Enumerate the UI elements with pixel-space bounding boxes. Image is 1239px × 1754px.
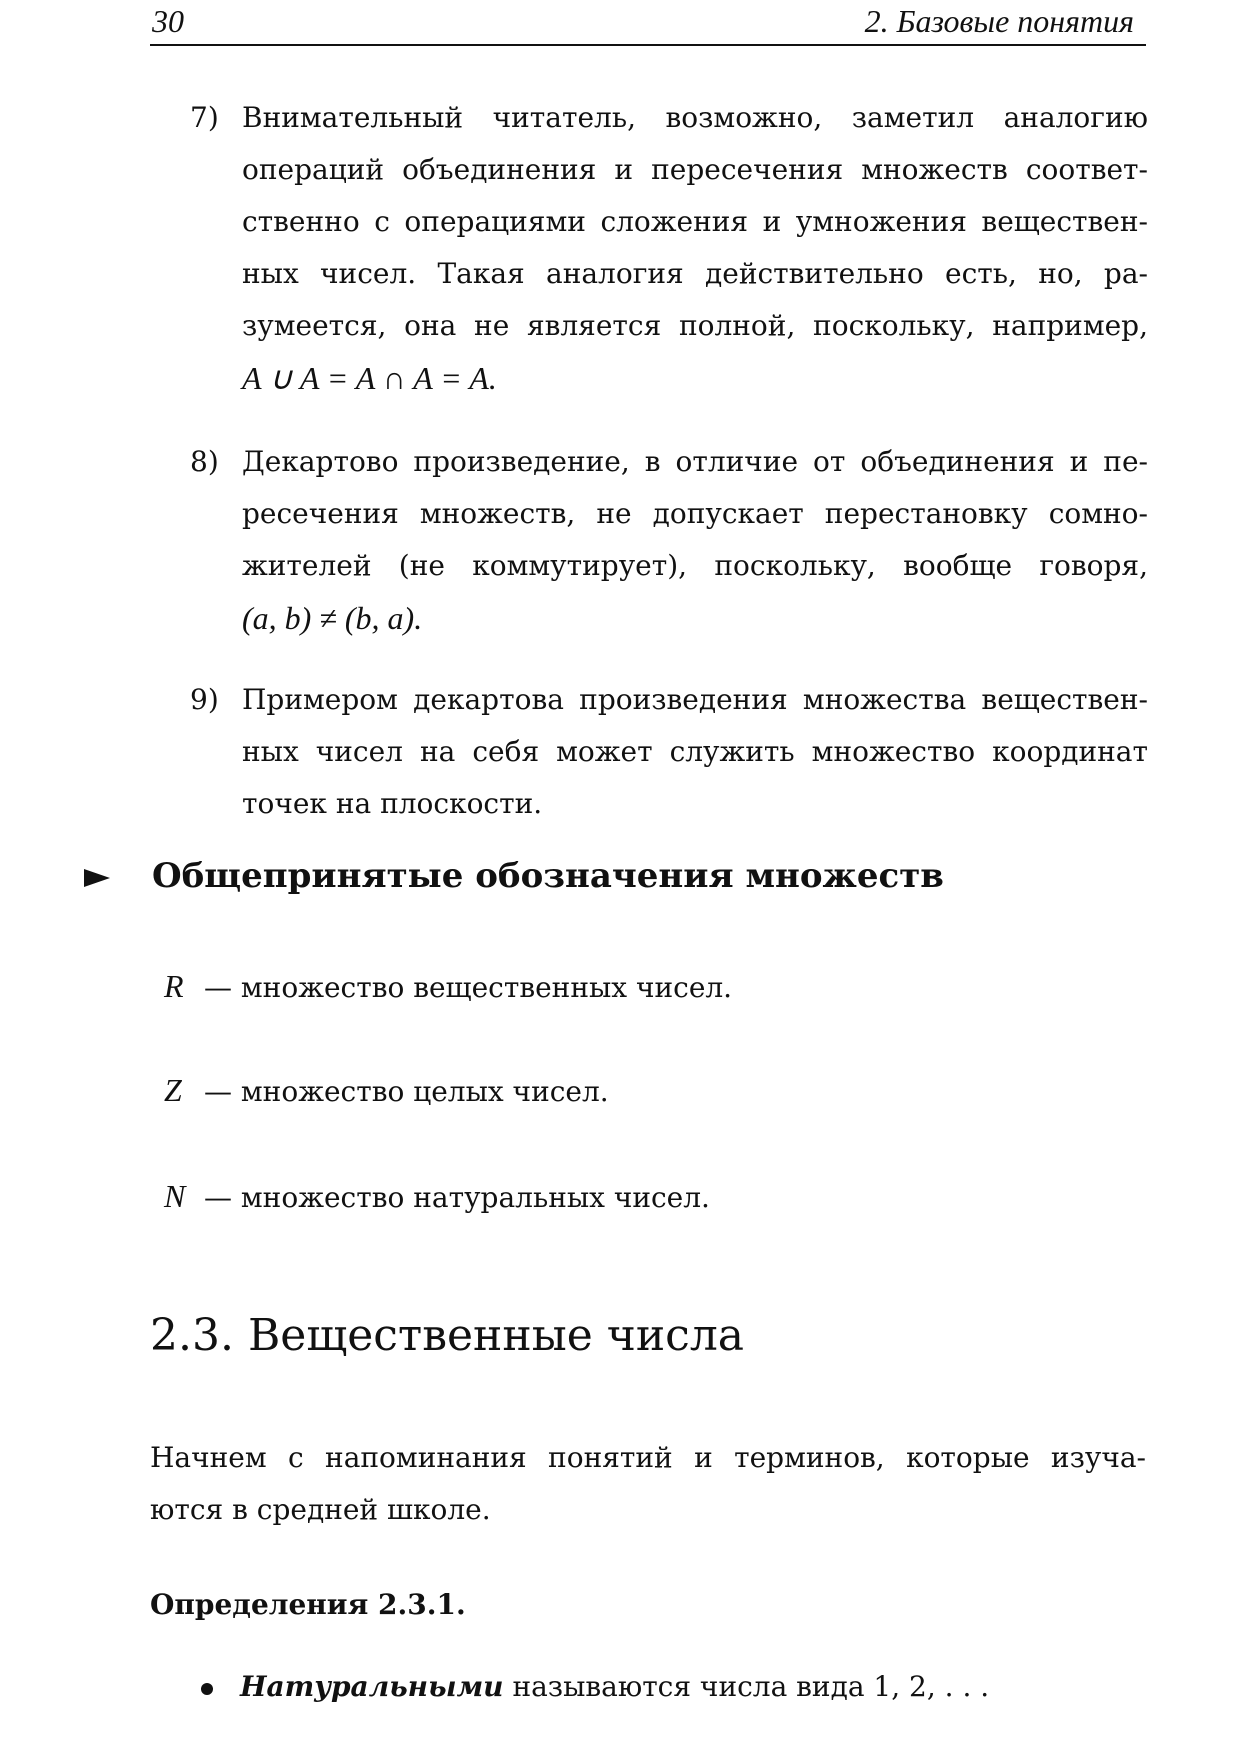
item-line: ственно с операциями сложения и умножения веществен- — [242, 205, 1148, 238]
item-line: зумеется, она не является полной, поскольку, например, — [242, 309, 1148, 342]
item-line: Примером декартова произведения множества веществен- — [242, 683, 1148, 716]
notation-text: — множество натуральных чисел. — [204, 1181, 710, 1214]
item-body — [242, 436, 1148, 644]
notation-symbol: Z — [164, 1072, 182, 1108]
definition-text: называются числа вида 1, 2, . . . — [503, 1670, 990, 1703]
notation-text: — множество целых чисел. — [204, 1075, 609, 1108]
item-number: 7) — [190, 101, 219, 134]
page-number: 30 — [152, 3, 184, 39]
notation-row — [164, 1178, 710, 1215]
paragraph-line: ются в средней школе. — [150, 1493, 491, 1526]
notation-text: — множество вещественных чисел. — [204, 971, 733, 1004]
item-line: точек на плоскости. — [242, 787, 543, 820]
item-line: ных чисел. Такая аналогия действительно есть, но, ра- — [242, 257, 1148, 290]
item-number: 9) — [190, 683, 219, 716]
item-line: Внимательный читатель, возможно, заметил аналогию — [242, 101, 1148, 134]
definitions-heading: Определения 2.3.1. — [150, 1588, 466, 1621]
paragraph-line: Начнем с напоминания понятий и терминов, которые изуча- — [150, 1441, 1146, 1474]
item-number: 8) — [190, 445, 219, 478]
subsection-title: Общепринятые обозначения множеств — [152, 856, 944, 896]
item-line: жителей (не коммутирует), поскольку, вообще говоря, — [242, 549, 1148, 582]
notation-row — [164, 1072, 609, 1109]
notation-row — [164, 968, 732, 1005]
chapter-title: 2. Базовые понятия — [864, 3, 1134, 39]
item-body — [242, 92, 1148, 404]
item-body — [242, 674, 1148, 830]
notation-symbol: R — [164, 968, 184, 1004]
intro-paragraph — [150, 1432, 1146, 1536]
item-formula: A ∪ A = A ∩ A = A. — [242, 360, 497, 396]
item-line: ных чисел на себя может служить множество координат — [242, 735, 1148, 768]
triangle-right-icon — [84, 856, 152, 896]
definition-term: Натуральными — [240, 1670, 504, 1703]
definition-bullet — [200, 1670, 989, 1703]
section-title: 2.3. Вещественные числа — [150, 1310, 744, 1361]
item-line: Декартово произведение, в отличие от объединения и пе- — [242, 445, 1148, 478]
subsection-heading — [84, 856, 1084, 896]
notation-symbol: N — [164, 1178, 186, 1214]
item-formula: (a, b) ≠ (b, a). — [242, 600, 423, 636]
item-line: ресечения множеств, не допускает перестановку сомно- — [242, 497, 1148, 530]
bullet-icon — [200, 1670, 240, 1703]
item-line: операций объединения и пересечения множеств соответ- — [242, 153, 1148, 186]
running-header — [150, 3, 1146, 46]
